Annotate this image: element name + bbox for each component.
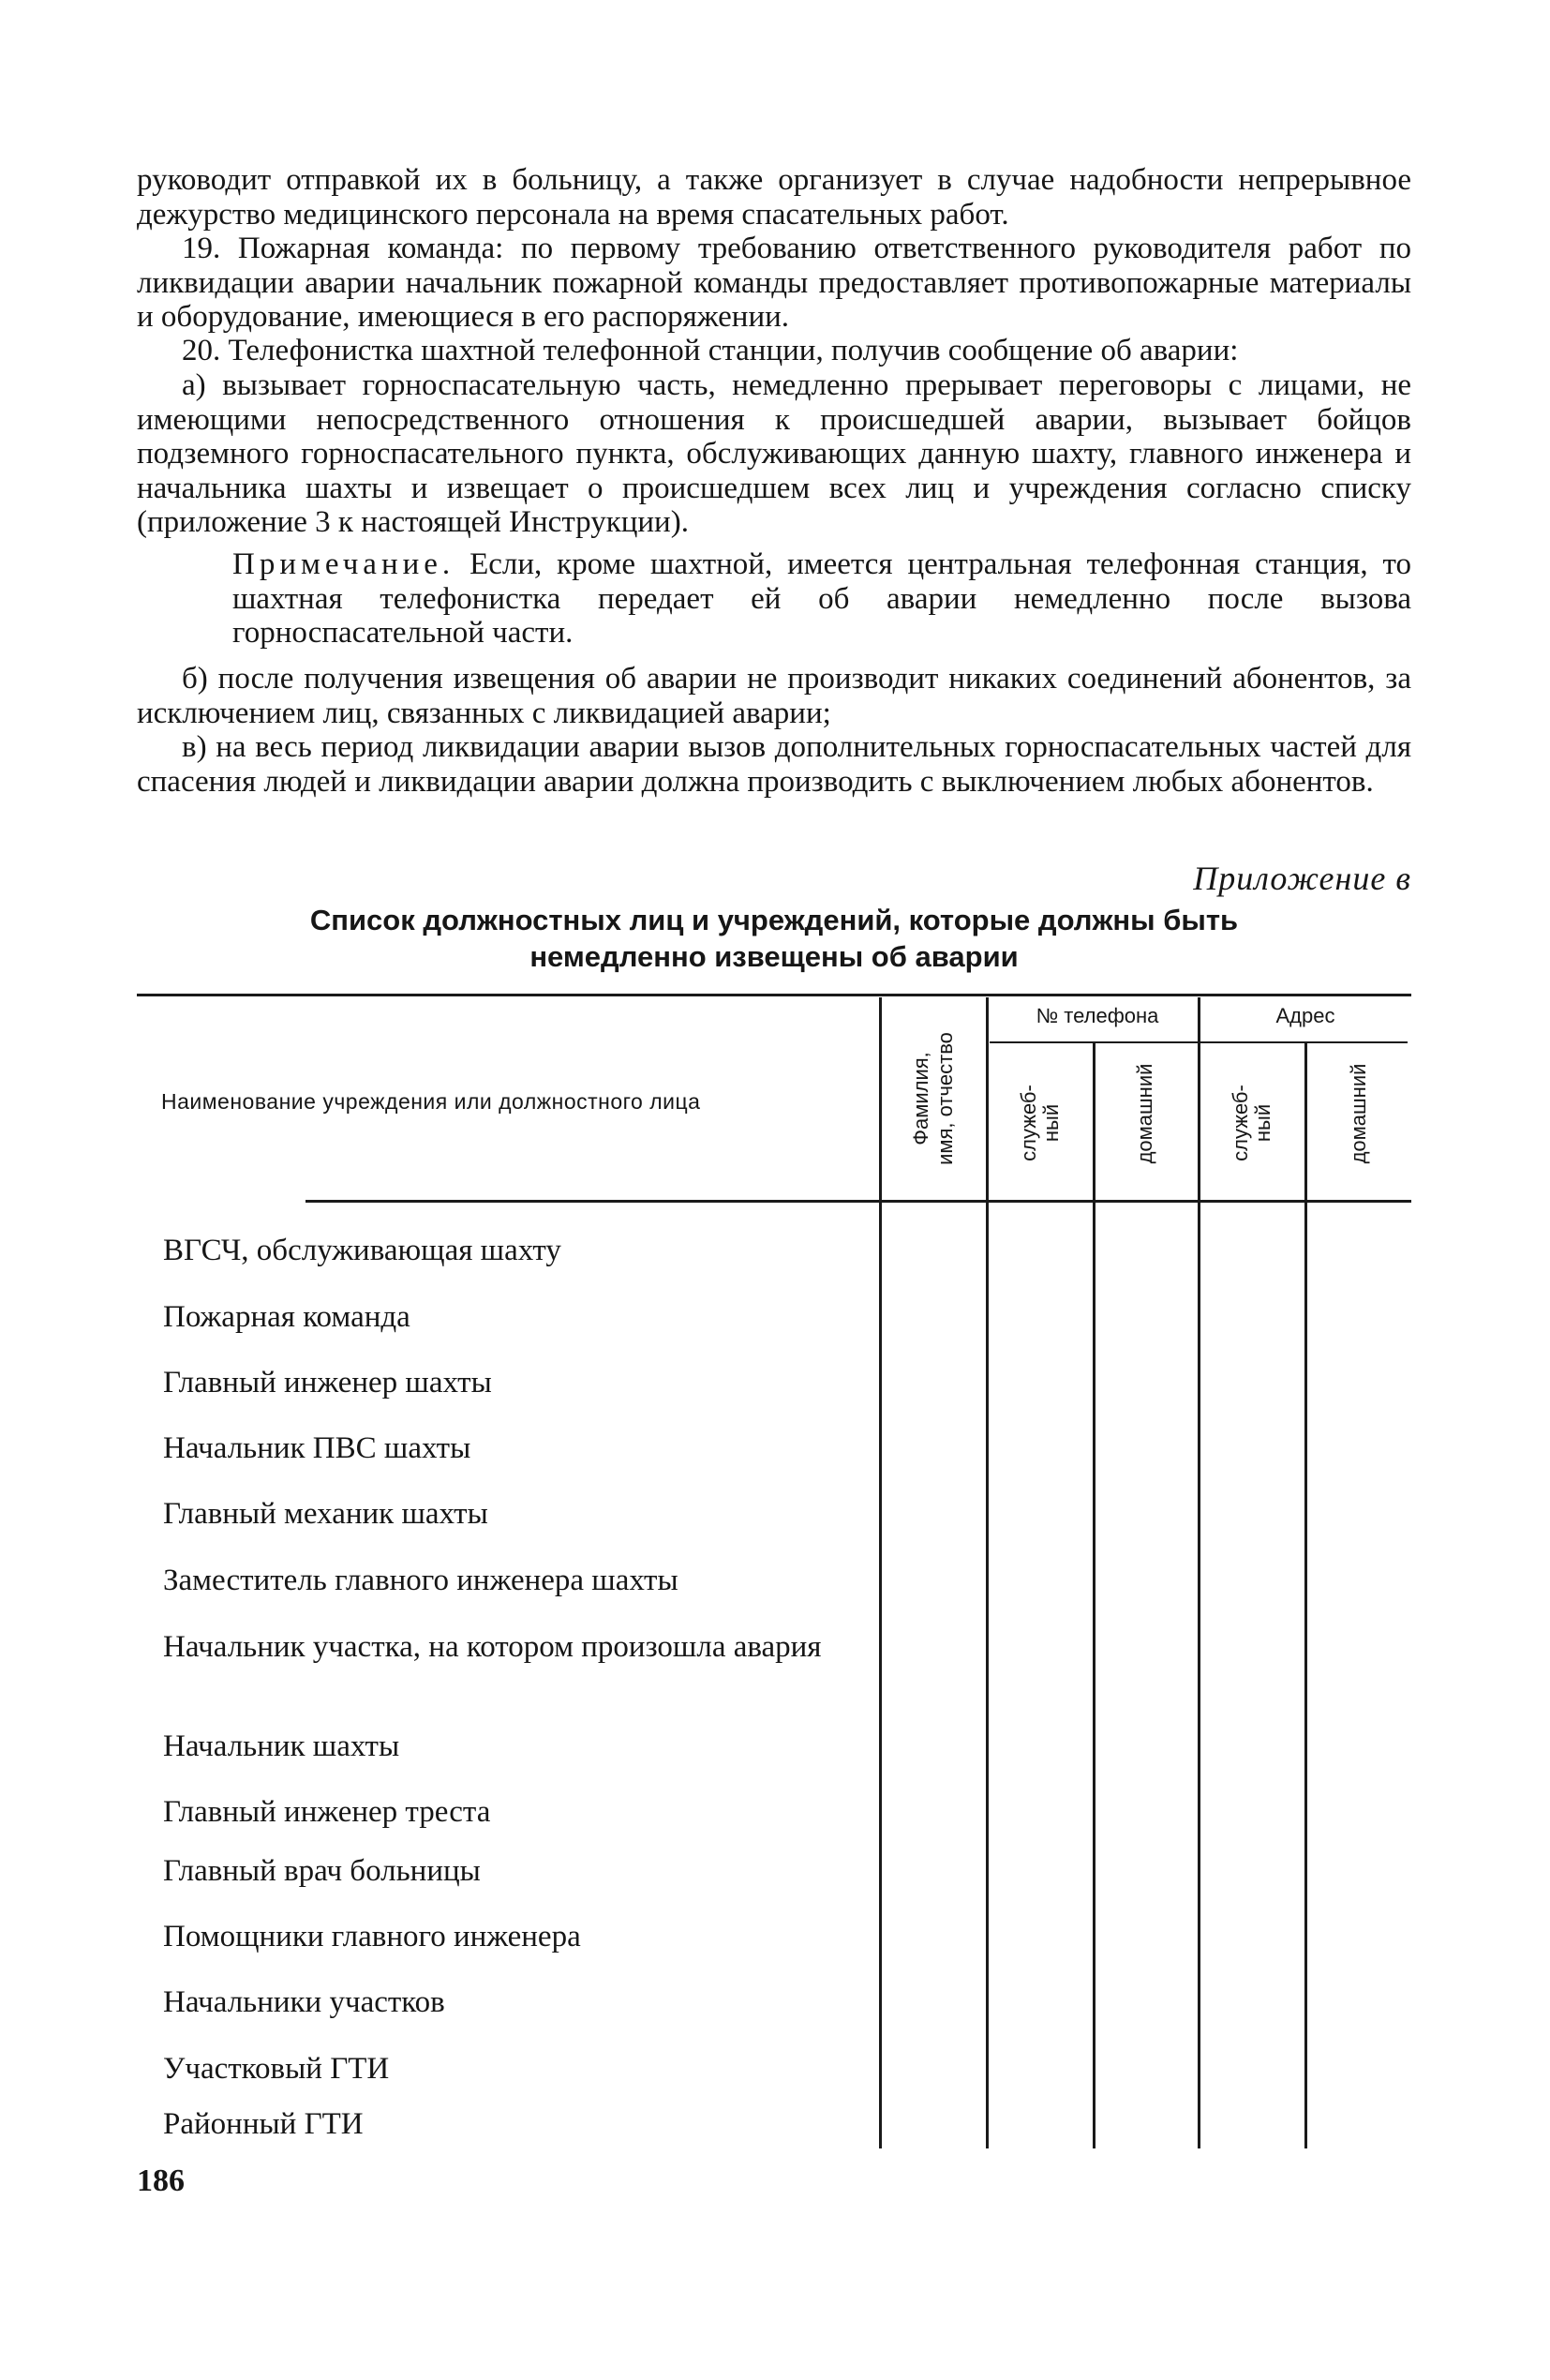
table-row: Главный механик шахты <box>163 1497 488 1531</box>
paragraph-20: 20. Телефонистка шахтной телефонной станции, получив сообщение об аварии: <box>182 334 1239 367</box>
paragraph-20v: в) на весь период ликвидации аварии вызов дополнительных горноспасательных частей для спасения людей и ликвидации аварии должна производить с выключением любых абонентов. <box>137 730 1411 799</box>
table-row: Помощники главного инженера <box>163 1920 581 1953</box>
header-fio <box>909 1032 958 1165</box>
table-row: ВГСЧ, обслуживающая шахту <box>163 1234 561 1267</box>
header-phone-work-line-2: ный <box>1039 1103 1063 1143</box>
header-name-column: Наименование учреждения или должностного лица <box>161 1089 701 1114</box>
column-divider-2 <box>986 997 989 2148</box>
table-row: Главный врач больницы <box>163 1854 481 1888</box>
paragraph-20b: б) после получения извещения об аварии не производит никаких соединений абонентов, за исключением лиц, связанных с ликвидацией аварии; <box>137 662 1411 730</box>
table-row: Начальник шахты <box>163 1729 400 1763</box>
header-address-home: домашний <box>1347 1063 1370 1164</box>
table-row: Участковый ГТИ <box>163 2052 390 2086</box>
table-row: Заместитель главного инженера шахты <box>163 1564 678 1597</box>
header-address: Адрес <box>1275 1004 1335 1027</box>
table-row: Начальники участков <box>163 1985 445 2019</box>
note-text: Если, кроме шахтной, имеется центральная телефонная станция, то шахтная телефонистка передает ей об аварии немедленно после вызова горноспасательной части. <box>232 547 1411 650</box>
note <box>232 547 1411 651</box>
table-top-rule <box>137 994 1411 996</box>
header-address-work-line-1: служеб- <box>1229 1085 1252 1161</box>
list-title <box>137 902 1411 975</box>
table-row: Начальник участка, на котором произошла авария <box>163 1630 822 1664</box>
column-divider-3 <box>1093 1043 1095 2148</box>
note-label: Примечание. <box>232 547 455 581</box>
table-row: Начальник ПВС шахты <box>163 1431 471 1465</box>
appendix-label: Приложение в <box>1193 860 1411 897</box>
table-row: Главный инженер шахты <box>163 1366 492 1400</box>
header-address-work <box>1230 1085 1274 1161</box>
column-divider-4 <box>1198 997 1200 2148</box>
header-phone-work-line-1: служеб- <box>1017 1085 1040 1161</box>
paragraph-continuation: руководит отправкой их в больницу, а также организует в случае надобности непрерывное дежурство медицинского персонала на время спасательных работ. <box>137 163 1411 232</box>
paragraph-20a: а) вызывает горноспасательную часть, немедленно прерывает переговоры с лицами, не имеющими непосредственного отношения к происшедшей аварии, вызывает бойцов подземного горноспасательного пункта, обслуживающих данную шахту, главного инженера и начальника шахты и извещает о происшедшем всех лиц и учреждения согласно списку (приложение 3 к настоящей Инструкции). <box>137 368 1411 539</box>
page-number: 186 <box>137 2163 185 2198</box>
table-header-rule <box>306 1200 1411 1203</box>
paragraph-19: 19. Пожарная команда: по первому требованию ответственного руководителя работ по ликвидации аварии начальник пожарной команды предоставляет противопожарные материалы и оборудование, имеющиеся в его распоряжении. <box>137 232 1411 334</box>
header-fio-line-1: Фамилия, <box>909 1052 932 1145</box>
table-row: Пожарная команда <box>163 1300 410 1334</box>
column-divider-5 <box>1304 1043 1307 2148</box>
list-title-line-1: Список должностных лиц и учреждений, которые должны быть <box>309 904 1239 936</box>
table-row: Главный инженер треста <box>163 1795 491 1829</box>
header-fio-line-2: имя, отчество <box>933 1032 957 1165</box>
table-row: Районный ГТИ <box>163 2107 364 2141</box>
header-phone: № телефона <box>1036 1004 1159 1027</box>
list-title-line-2: немедленно извещены об аварии <box>529 940 1019 973</box>
header-phone-work <box>1018 1085 1063 1161</box>
column-divider-1 <box>879 997 882 2148</box>
header-phone-home: домашний <box>1133 1063 1156 1164</box>
header-address-work-line-2: ный <box>1251 1103 1274 1143</box>
